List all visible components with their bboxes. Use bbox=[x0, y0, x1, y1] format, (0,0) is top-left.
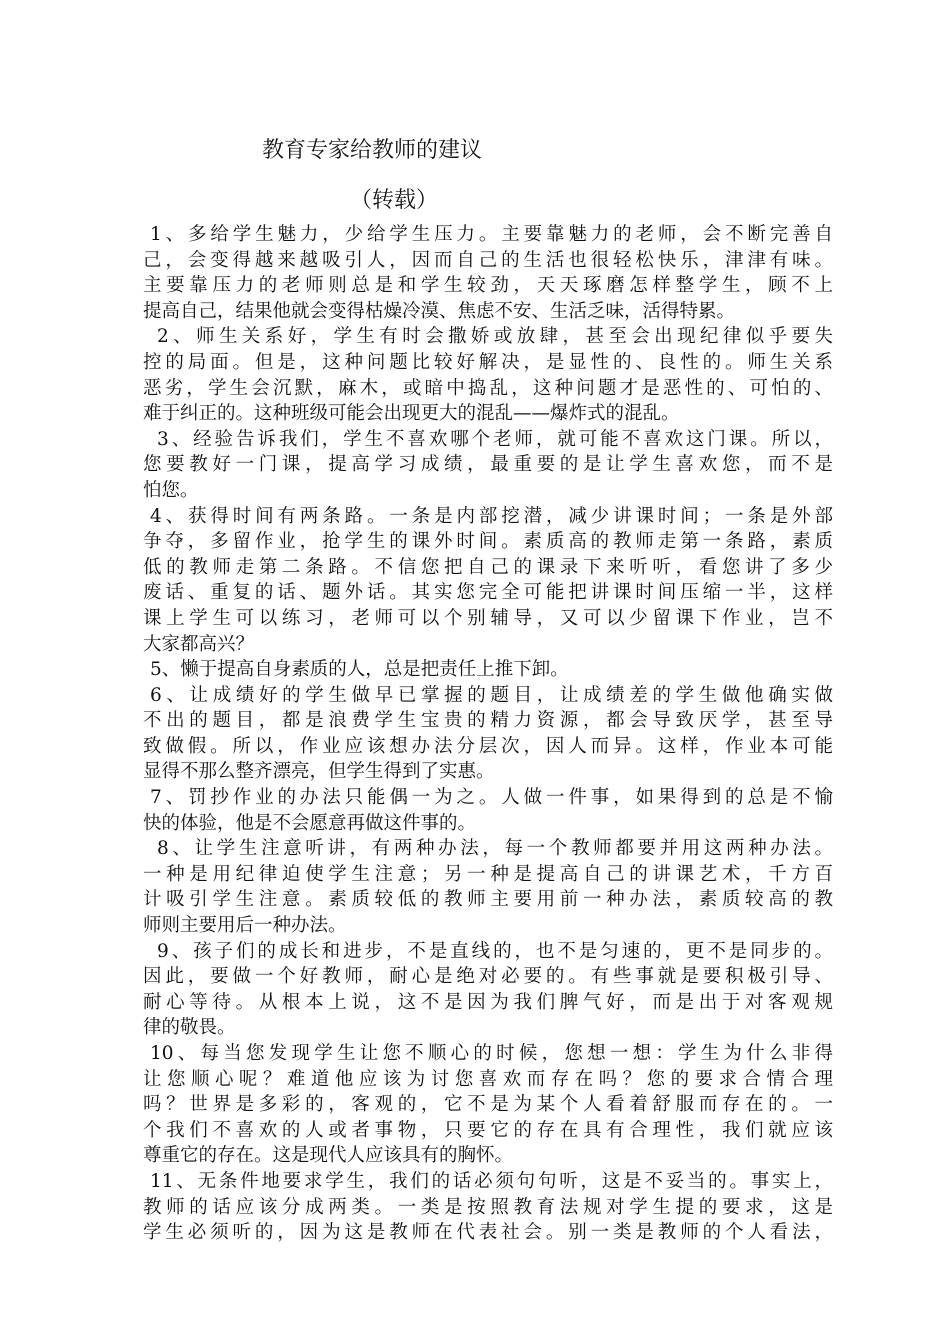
paragraph-line: 尊重它的存在。这是现代人应该具有的胸怀。 bbox=[143, 1145, 514, 1167]
paragraph-line: 您要教好一门课，提高学习成绩，最重要的是让学生喜欢您，而不是 bbox=[143, 454, 833, 476]
paragraph-line: 争夺，多留作业，抢学生的课外时间。素质高的教师走第一条路，素质 bbox=[143, 531, 833, 553]
paragraph-line: 11、无条件地要求学生，我们的话必须句句听，这是不妥当的。事实上， bbox=[150, 1170, 833, 1192]
paragraph-line: 低的教师走第二条路。不信您把自己的课录下来听听，看您讲了多少 bbox=[143, 556, 833, 578]
paragraph-line: 怕您。 bbox=[143, 479, 199, 501]
paragraph-line: 7、罚抄作业的办法只能偶一为之。人做一件事，如果得到的总是不愉 bbox=[150, 787, 833, 809]
paragraph-line: 己，会变得越来越吸引人，因而自己的生活也很轻松快乐，津津有味。 bbox=[143, 249, 833, 271]
paragraph-line: 律的敬畏。 bbox=[143, 1017, 236, 1039]
paragraph-line: 8、让学生注意听讲，有两种办法，每一个教师都要并用这两种办法。 bbox=[157, 838, 833, 860]
paragraph-2 bbox=[143, 324, 833, 426]
paragraph-line: 主要靠压力的老师则总是和学生较劲，天天琢磨怎样整学生，顾不上 bbox=[143, 275, 833, 297]
paragraph-4 bbox=[143, 504, 833, 658]
paragraph-8 bbox=[143, 836, 833, 938]
paragraph-line: 10、每当您发现学生让您不顺心的时候，您想一想：学生为什么非得 bbox=[150, 1043, 833, 1064]
paragraph-line: 个我们不喜欢的人或者事物，只要它的存在具有合理性，我们就应该 bbox=[143, 1119, 833, 1141]
paragraph-line: 9、孩子们的成长和进步，不是直线的，也不是匀速的，更不是同步的。 bbox=[157, 940, 833, 962]
paragraph-line: 不出的题目，都是浪费学生宝贵的精力资源，都会导致厌学，甚至导 bbox=[143, 710, 833, 732]
paragraph-line: 师则主要用后一种办法。 bbox=[143, 915, 347, 937]
paragraph-line: 一种是用纪律迫使学生注意；另一种是提高自己的讲课艺术，千方百 bbox=[143, 863, 833, 885]
document-title: 教育专家给教师的建议 bbox=[262, 138, 483, 163]
paragraph-line: 2、师生关系好，学生有时会撒娇或放肆，甚至会出现纪律似乎要失 bbox=[157, 326, 833, 348]
paragraph-line: 废话、重复的话、题外话。其实您完全可能把讲课时间压缩一半，这样 bbox=[143, 582, 833, 604]
paragraph-10 bbox=[143, 1041, 833, 1169]
paragraph-3 bbox=[143, 427, 833, 504]
paragraph-line: 5、懒于提高自身素质的人，总是把责任上推下卸。 bbox=[150, 659, 569, 681]
paragraph-line: 耐心等待。从根本上说，这不是因为我们脾气好，而是出于对客观规 bbox=[143, 991, 833, 1013]
paragraph-11 bbox=[143, 1169, 833, 1246]
paragraph-9 bbox=[143, 939, 833, 1041]
paragraph-7 bbox=[143, 785, 833, 836]
paragraph-line: 学生必须听的，因为这是教师在代表社会。别一类是教师的个人看法， bbox=[143, 1222, 833, 1244]
paragraph-line: 6、让成绩好的学生做早已掌握的题目，让成绩差的学生做他确实做 bbox=[150, 684, 833, 706]
paragraph-1 bbox=[143, 222, 833, 324]
paragraph-line: 控的局面。但是，这种问题比较好解决，是显性的、良性的。师生关系 bbox=[143, 351, 833, 373]
paragraph-line: 1、多给学生魅力，少给学生压力。主要靠魅力的老师，会不断完善自 bbox=[150, 224, 833, 245]
paragraph-line: 提高自己，结果他就会变得枯燥冷漠、焦虑不安、生活乏味，活得特累。 bbox=[143, 300, 736, 322]
paragraph-line: 教师的话应该分成两类。一类是按照教育法规对学生提的要求，这是 bbox=[143, 1196, 833, 1218]
document-body bbox=[143, 222, 833, 1246]
paragraph-line: 因此，要做一个好教师，耐心是绝对必要的。有些事就是要积极引导、 bbox=[143, 966, 833, 988]
paragraph-line: 大家都高兴？ bbox=[143, 633, 255, 655]
paragraph-line: 3、经验告诉我们，学生不喜欢哪个老师，就可能不喜欢这门课。所以， bbox=[157, 428, 833, 450]
paragraph-line: 课上学生可以练习，老师可以个别辅导，又可以少留课下作业，岂不 bbox=[143, 607, 833, 629]
paragraph-line: 计吸引学生注意。素质较低的教师主要用前一种办法，素质较高的教 bbox=[143, 889, 833, 911]
paragraph-6 bbox=[143, 683, 833, 785]
paragraph-line: 显得不那么整齐漂亮，但学生得到了实惠。 bbox=[143, 761, 495, 783]
paragraph-line: 快的体验，他是不会愿意再做这件事的。 bbox=[143, 812, 477, 834]
document-subtitle: （转载） bbox=[350, 188, 439, 213]
paragraph-line: 吗？世界是多彩的，客观的，它不是为某个人看着舒服而存在的。一 bbox=[143, 1094, 833, 1116]
paragraph-line: 让您顺心呢？难道他应该为讨您喜欢而存在吗？您的要求合情合理 bbox=[143, 1068, 833, 1090]
paragraph-line: 4、获得时间有两条路。一条是内部挖潜，减少讲课时间；一条是外部 bbox=[150, 505, 833, 527]
paragraph-line: 难于纠正的。这种班级可能会出现更大的混乱——爆炸式的混乱。 bbox=[143, 403, 680, 425]
paragraph-line: 恶劣，学生会沉默，麻木，或暗中捣乱，这种问题才是恶性的、可怕的、 bbox=[143, 377, 833, 399]
paragraph-5 bbox=[143, 657, 833, 683]
paragraph-line: 致做假。所以，作业应该想办法分层次，因人而异。这样，作业本可能 bbox=[143, 735, 833, 757]
